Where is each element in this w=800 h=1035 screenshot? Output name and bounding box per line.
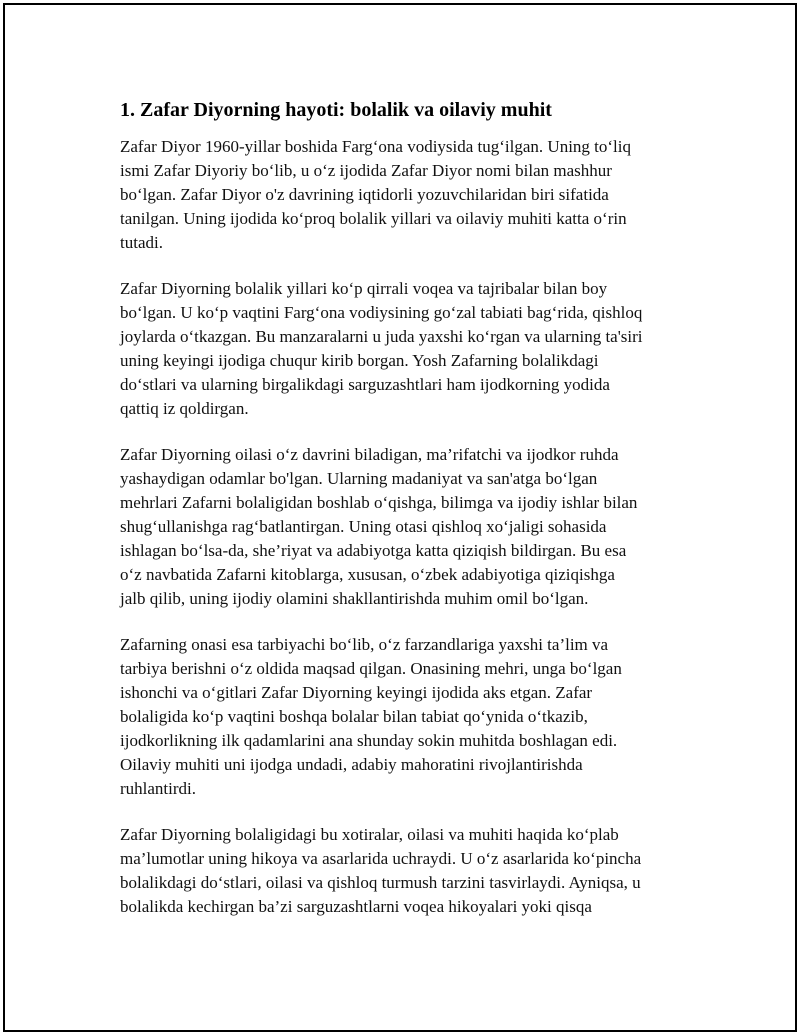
text-line: uning keyingi ijodiga chuqur kirib borgan. Yosh Zafarning bolalikdagi [120, 351, 599, 370]
text-line: o‘z navbatida Zafarni kitoblarga, xususan, o‘zbek adabiyotiga qiziqishga [120, 565, 615, 584]
section-heading: 1. Zafar Diyorning hayoti: bolalik va oilaviy muhit [120, 99, 552, 121]
document-body [120, 97, 710, 941]
text-line: Oilaviy muhiti uni ijodga undadi, adabiy mahoratini rivojlantirishda [120, 755, 583, 774]
text-line: Zafar Diyorning bolalik yillari ko‘p qirrali voqea va tajribalar bilan boy [120, 279, 608, 298]
text-line: bolaligida ko‘p vaqtini boshqa bolalar bilan tabiat qo‘ynida o‘tkazib, [120, 707, 588, 726]
text-line: Zafar Diyorning bolaligidagi bu xotiralar, oilasi va muhiti haqida ko‘plab [120, 825, 619, 844]
text-line: Zafarning onasi esa tarbiyachi bo‘lib, o‘z farzandlariga yaxshi ta’lim va [120, 635, 609, 654]
text-line: bo‘lgan. Zafar Diyor o'z davrining iqtidorli yozuvchilaridan biri sifatida [120, 185, 609, 204]
text-line: do‘stlari va ularning birgalikdagi sarguzashtlari ham ijodkorning yodida [120, 375, 610, 394]
text-line: ishonchi va o‘gitlari Zafar Diyorning keyingi ijodida aks etgan. Zafar [120, 683, 593, 702]
text-line: qattiq iz qoldirgan. [120, 399, 249, 418]
paragraph [120, 135, 710, 255]
text-line: mehrlari Zafarni bolaligidan boshlab o‘qishga, bilimga va ijodiy ishlar bilan [120, 493, 638, 512]
text-line: yashaydigan odamlar bo'lgan. Ularning madaniyat va san'atga bo‘lgan [120, 469, 598, 488]
text-line: ismi Zafar Diyoriy bo‘lib, u o‘z ijodida Zafar Diyor nomi bilan mashhur [120, 161, 612, 180]
text-line: joylarda o‘tkazgan. Bu manzaralarni u juda yaxshi ko‘rgan va ularning ta'siri [120, 327, 643, 346]
paragraph [120, 823, 710, 919]
text-line: ishlagan bo‘lsa-da, she’riyat va adabiyotga katta qiziqish bildirgan. Bu esa [120, 541, 627, 560]
text-line: Zafar Diyorning oilasi o‘z davrini biladigan, ma’rifatchi va ijodkor ruhda [120, 445, 619, 464]
paragraph [120, 633, 710, 801]
text-line: ijodkorlikning ilk qadamlarini ana shunday sokin muhitda boshlagan edi. [120, 731, 618, 750]
text-line: bo‘lgan. U ko‘p vaqtini Farg‘ona vodiysining go‘zal tabiati bag‘rida, qishloq [120, 303, 643, 322]
text-line: tutadi. [120, 233, 163, 252]
paragraph [120, 277, 710, 421]
paragraph [120, 443, 710, 611]
text-line: bolalikdagi do‘stlari, oilasi va qishloq turmush tarzini tasvirlaydi. Ayniqsa, u [120, 873, 641, 892]
paragraphs-container [120, 135, 710, 919]
text-line: bolalikda kechirgan ba’zi sarguzashtlarni voqea hikoyalari yoki qisqa [120, 897, 592, 916]
text-line: Zafar Diyor 1960-yillar boshida Farg‘ona vodiysida tug‘ilgan. Uning to‘liq [120, 137, 632, 156]
text-line: shug‘ullanishga rag‘batlantirgan. Uning otasi qishloq xo‘jaligi sohasida [120, 517, 607, 536]
text-line: ma’lumotlar uning hikoya va asarlarida uchraydi. U o‘z asarlarida ko‘pincha [120, 849, 642, 868]
text-line: ruhlantirdi. [120, 779, 197, 798]
text-line: tarbiya berishni o‘z oldida maqsad qilgan. Onasining mehri, unga bo‘lgan [120, 659, 622, 678]
page-frame [3, 3, 797, 1032]
text-line: tanilgan. Uning ijodida ko‘proq bolalik yillari va oilaviy muhiti katta o‘rin [120, 209, 627, 228]
text-line: jalb qilib, uning ijodiy olamini shakllantirishda muhim omil bo‘lgan. [120, 589, 589, 608]
